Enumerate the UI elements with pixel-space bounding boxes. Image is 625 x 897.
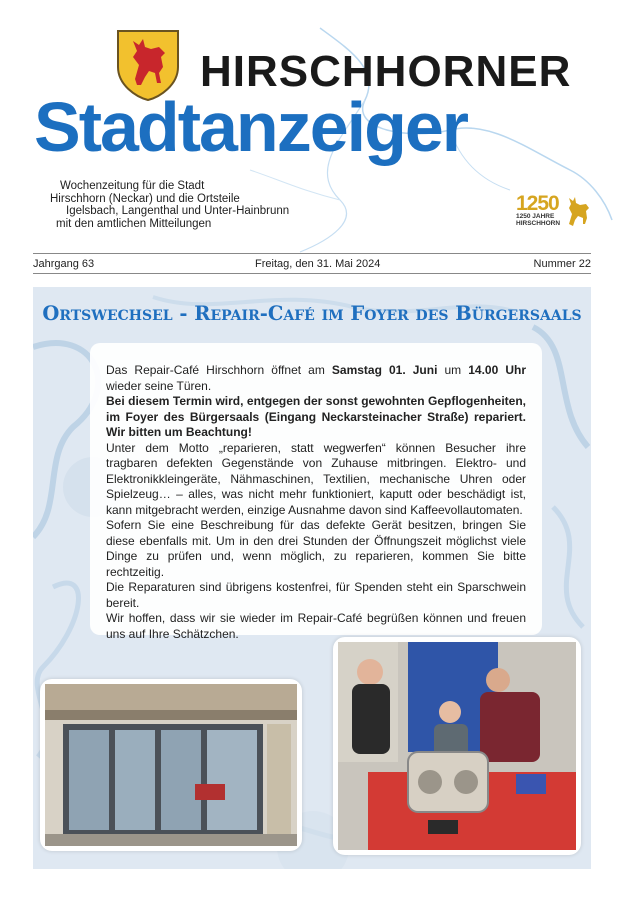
repair-cafe-photo <box>338 642 576 850</box>
masthead-title-main: Stadtanzeiger <box>34 88 467 166</box>
issue-bar <box>33 258 591 272</box>
article-headline: Ortswechsel - Repair-Café im Foyer des Bürgersaals <box>42 302 582 325</box>
masthead-subtitle <box>50 180 290 230</box>
anniversary-line-1: 1250 JAHRE <box>516 213 555 220</box>
anniversary-line-2: HIRSCHHORN <box>516 220 561 227</box>
article-paragraph: Wir hoffen, dass wir sie wieder im Repair-Café begrüßen können und freuen uns auf Ihre Schätzchen. <box>106 611 526 641</box>
article-paragraph: Sofern Sie eine Beschreibung für das defekte Gerät besitzen, bringen Sie diese ebenfalls mit. Um in den drei Stunden der Öffnungszeit möglichst viele Dinge zu prüfen und, wenn möglich, zu reparieren, kommen Sie bitte rechtzeitig. <box>106 518 526 579</box>
rule-bottom <box>33 273 591 274</box>
deer-icon <box>565 196 591 228</box>
article-paragraph: Unter dem Motto „reparieren, statt wegwerfen“ können Besucher ihre tragbaren defekten Gegenstände von Zuhause mitbringen. Elektro- und Elektronikkleingeräte, Nähmaschinen, Textilien, mechanische Uhren oder Spielzeug… – alles, was nicht mehr funktioniert, kaputt oder beschädigt ist, kann mitgebracht werden, einzige Ausnahme davon sind Kaffeevollautomaten. <box>106 440 526 517</box>
issue-date: Freitag, den 31. Mai 2024 <box>255 258 381 270</box>
anniversary-number: 1250 <box>516 192 559 215</box>
text-run: Das Repair-Café Hirschhorn öffnet am <box>106 363 332 377</box>
article-panel <box>33 287 591 869</box>
issue-number: Nummer 22 <box>533 258 591 270</box>
subtitle-line: mit den amtlichen Mitteilungen <box>56 217 212 230</box>
building-entrance-photo <box>45 684 297 846</box>
date-highlight: Samstag 01. Juni <box>331 363 438 377</box>
article-paragraph: Die Reparaturen sind übrigens kostenfrei, für Spenden steht ein Sparschwein bereit. <box>106 580 526 610</box>
masthead-title-top: HIRSCHHORNER <box>200 47 572 96</box>
text-run: um <box>437 363 469 377</box>
time-highlight: 14.00 Uhr <box>468 363 527 377</box>
issue-volume: Jahrgang 63 <box>33 258 95 270</box>
text-run: wieder seine Türen. <box>106 378 212 393</box>
article-paragraph <box>106 363 526 394</box>
article-paragraph-notice: Bei diesem Termin wird, entgegen der sonst gewohnten Gepflogenheiten, im Foyer des Bürgersaals (Eingang Neckarsteinacher Straße) repariert. Wir bitten um Beachtung! <box>106 394 526 439</box>
subtitle-line: Igelsbach, Langenthal und Unter-Hainbrunn <box>66 205 290 217</box>
subtitle-line: Hirschhorn (Neckar) und die Ortsteile <box>50 192 240 205</box>
subtitle-line: Wochenzeitung für die Stadt <box>60 180 205 192</box>
article-text <box>106 363 526 642</box>
rule-top <box>33 253 591 254</box>
